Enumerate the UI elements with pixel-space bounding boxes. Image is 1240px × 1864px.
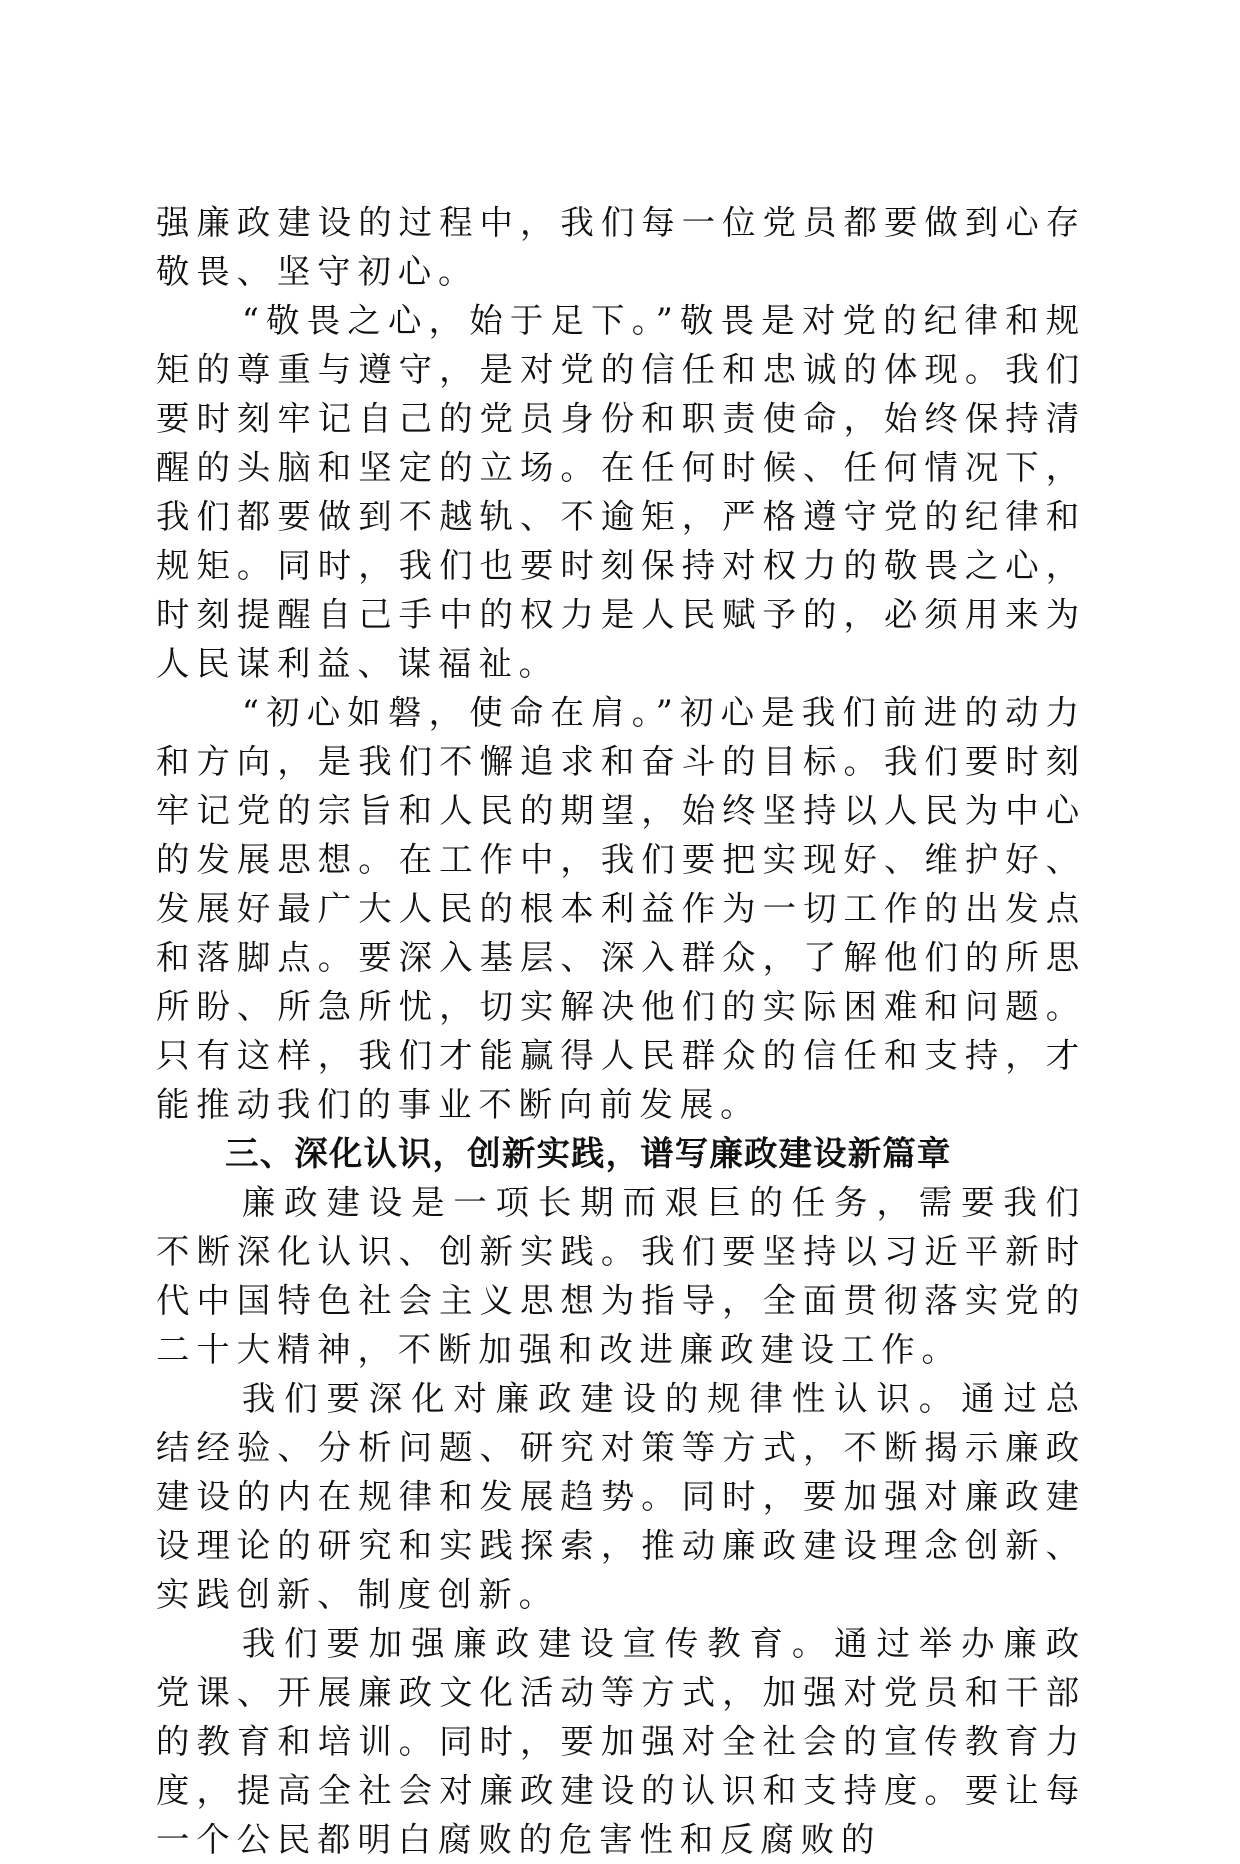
paragraph-original-aspiration: “初心如磐，使命在肩。”初心是我们前进的动力和方向，是我们不懈追求和奋斗的目标。我们要时刻牢记党的宗旨和人民的期望，始终坚持以人民为中心的发展思想。在工作中，我们要把实现好、维护好、发展好最广大人民的根本利益作为一切工作的出发点和落脚点。要深入基层、深入群众，了解他们的所思所盼、所急所忧，切实解决他们的实际困难和问题。只有这样，我们才能赢得人民群众的信任和支持，才能推动我们的事业不断向前发展。 [156,693,1086,1124]
paragraph-continuation: 强廉政建设的过程中，我们每一位党员都要做到心存敬畏、坚守初心。 [156,203,1086,291]
section-heading-three: 三、深化认识，创新实践，谱写廉政建设新篇章 [225,1134,952,1173]
paragraph-long-term-task: 廉政建设是一项长期而艰巨的任务，需要我们不断深化认识、创新实践。我们要坚持以习近平新时代中国特色社会主义思想为指导，全面贯彻落实党的二十大精神，不断加强和改进廉政建设工作。 [156,1183,1086,1369]
paragraph-publicity-education: 我们要加强廉政建设宣传教育。通过举办廉政党课、开展廉政文化活动等方式，加强对党员和干部的教育和培训。同时，要加强对全社会的宣传教育力度，提高全社会对廉政建设的认识和支持度。要让每一个公民都明白腐败的危害性和反腐败的 [156,1624,1086,1859]
paragraph-deepen-understanding: 我们要深化对廉政建设的规律性认识。通过总结经验、分析问题、研究对策等方式，不断揭示廉政建设的内在规律和发展趋势。同时，要加强对廉政建设理论的研究和实践探索，推动廉政建设理念创新、实践创新、制度创新。 [156,1379,1086,1614]
document-body [156,198,1086,1864]
paragraph-reverence: “敬畏之心，始于足下。”敬畏是对党的纪律和规矩的尊重与遵守，是对党的信任和忠诚的体现。我们要时刻牢记自己的党员身份和职责使命，始终保持清醒的头脑和坚定的立场。在任何时候、任何情况下，我们都要做到不越轨、不逾矩，严格遵守党的纪律和规矩。同时，我们也要时刻保持对权力的敬畏之心，时刻提醒自己手中的权力是人民赋予的，必须用来为人民谋利益、谋福祉。 [156,301,1086,683]
